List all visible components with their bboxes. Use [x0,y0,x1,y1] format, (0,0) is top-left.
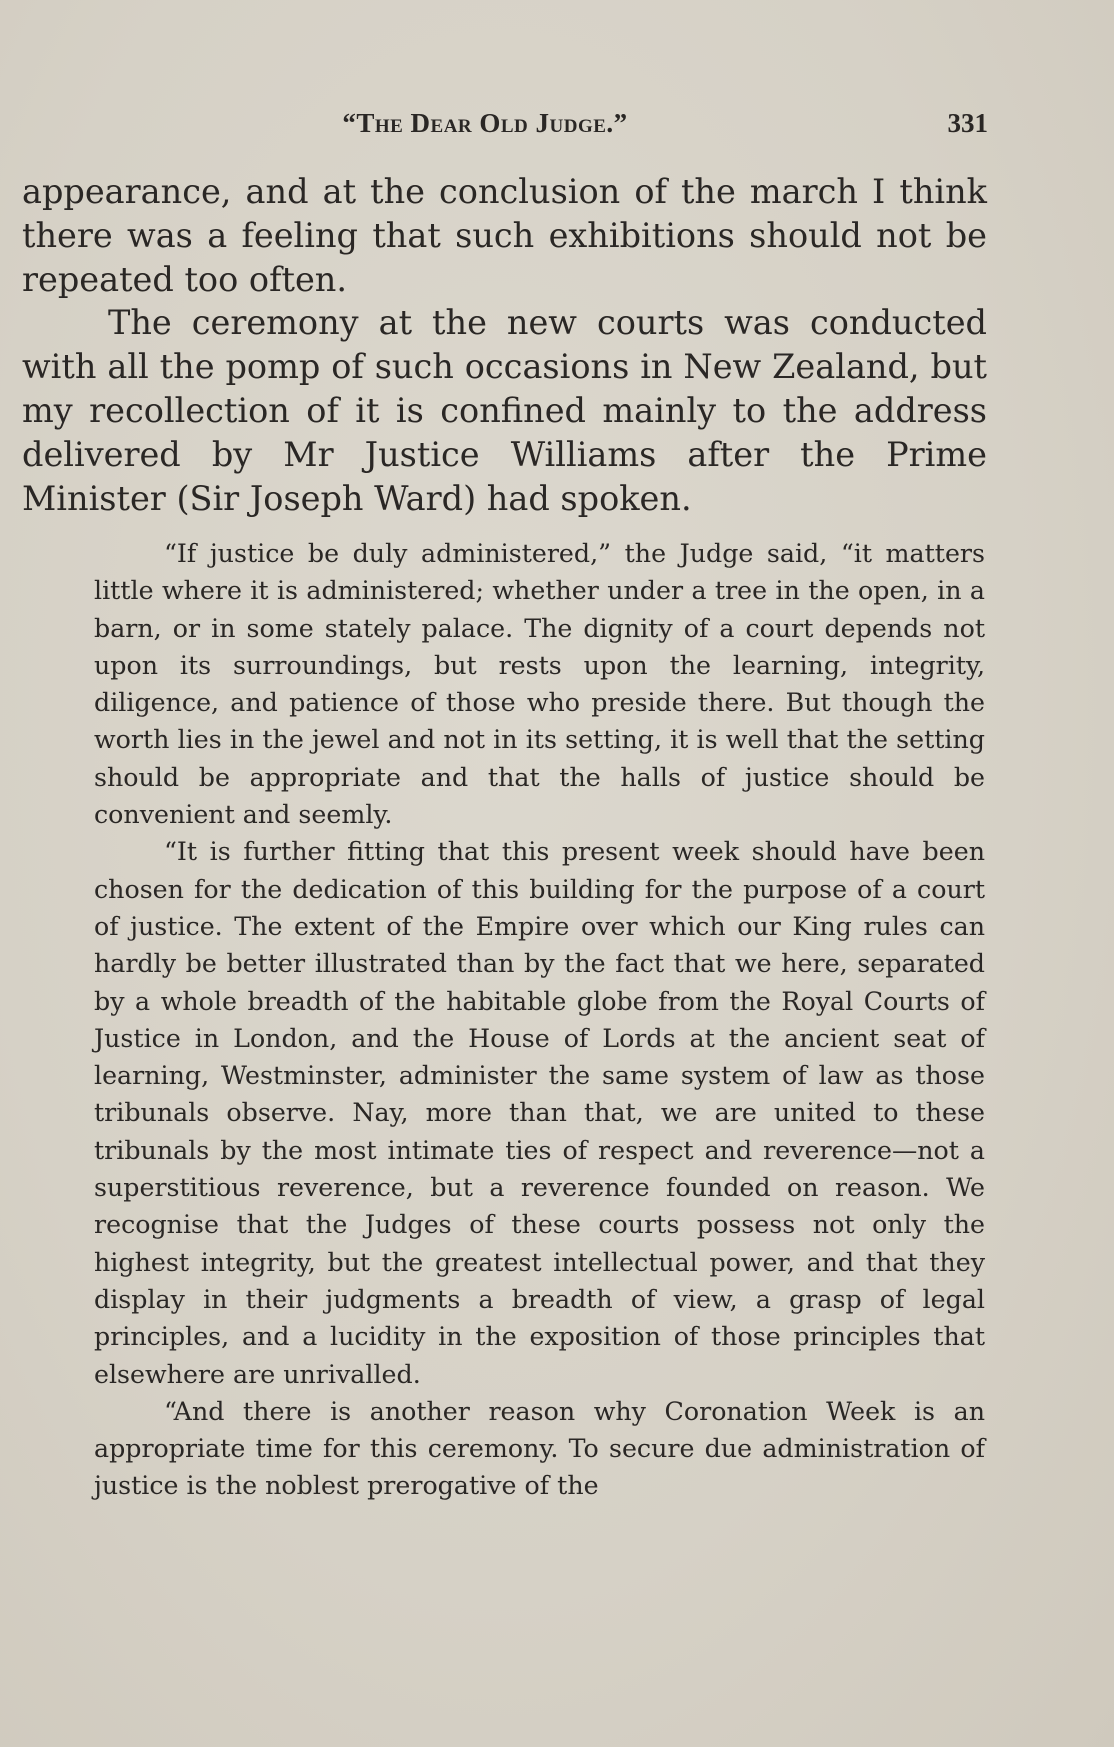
block-quote [94,535,985,1505]
running-head [22,108,988,144]
quote-paragraph: “It is further fitting that this present week should have been chosen for the dedication of this building for the purpose of a court of justice. The extent of the Empire over which our King rules can hardly be better illustrated than by the fact that we here, separated by a whole breadth of the habitable globe from the Royal Courts of Justice in London, and the House of Lords at the ancient seat of learning, Westminster, administer the same system of law as those tribunals observe. Nay, more than that, we are united to these tribunals by the most intimate ties of respect and reverence—not a superstitious reverence, but a reverence founded on reason. We recognise that the Judges of these courts possess not only the highest integrity, but the greatest intellectual power, and that they display in their judgments a breadth of view, a grasp of legal principles, and a lucidity in the exposition of those principles that elsewhere are unrivalled. [94,837,985,1389]
chapter-title: “The Dear Old Judge.” [342,108,628,138]
body-text [22,170,987,520]
quote-paragraph: “And there is another reason why Coronation Week is an appropriate time for this ceremony. To secure due administration of justice is the noblest prerogative of the [94,1396,985,1501]
body-paragraph: appearance, and at the conclusion of the march I think there was a feeling that such exhibitions should not be repeated too often. [22,172,987,299]
quote-paragraph: “If justice be duly administered,” the Judge said, “it matters little where it is administered; whether under a tree in the open, in a barn, or in some stately palace. The dignity of a court depends not upon its surroundings, but rests upon the learning, integrity, diligence, and patience of those who preside there. But though the worth lies in the jewel and not in its setting, it is well that the setting should be appropriate and that the halls of justice should be convenient and seemly. [94,539,985,830]
body-paragraph: The ceremony at the new courts was conducted with all the pomp of such occasions in New Zealand, but my recollection of it is confined mainly to the address delivered by Mr Justice Williams after the Prime Minister (Sir Joseph Ward) had spoken. [22,303,987,518]
page-number: 331 [947,108,988,138]
